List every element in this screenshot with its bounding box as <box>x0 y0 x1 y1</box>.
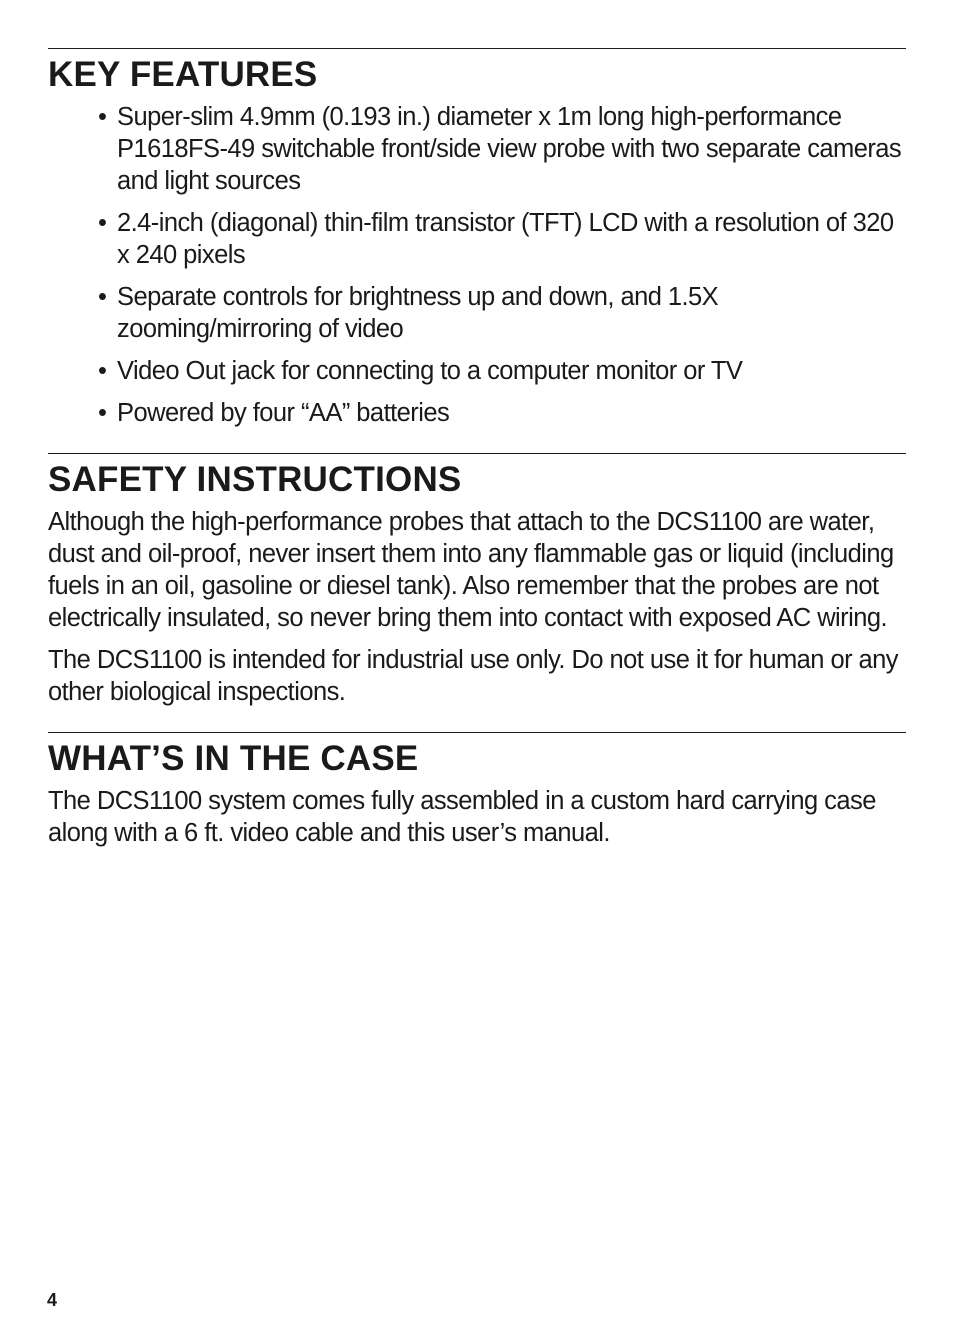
feature-text: Video Out jack for connecting to a computer monitor or TV <box>117 357 743 385</box>
bullet-icon: • <box>98 209 107 237</box>
safety-instructions-heading: SAFETY INSTRUCTIONS <box>48 460 462 499</box>
bullet-icon: • <box>98 399 107 427</box>
feature-text: Powered by four “AA” batteries <box>117 399 450 427</box>
list-item <box>98 397 906 429</box>
feature-text: Separate controls for brightness up and down, and 1.5X zooming/mirroring of video <box>117 283 719 343</box>
key-features-section <box>48 48 906 429</box>
key-features-list <box>48 101 906 429</box>
page-number: 4 <box>47 1290 58 1310</box>
key-features-heading: KEY FEATURES <box>48 55 318 94</box>
bullet-icon: • <box>98 103 107 131</box>
bullet-icon: • <box>98 283 107 311</box>
feature-text: 2.4-inch (diagonal) thin-film transistor (TFT) LCD with a resolution of 320 x 240 pixels <box>117 209 894 269</box>
safety-paragraph: Although the high-performance probes that attach to the DCS1100 are water, dust and oil-proof, never insert them into any flammable gas or liquid (including fuels in an oil, gasoline or diesel tank). Also remember that the probes are not electrically insulated, so never bring them into contact with exposed AC wiring. <box>48 508 894 632</box>
case-contents-paragraph: The DCS1100 system comes fully assembled in a custom hard carrying case along with a 6 ft. video cable and this user’s manual. <box>48 787 876 847</box>
bullet-icon: • <box>98 357 107 385</box>
feature-text: Super-slim 4.9mm (0.193 in.) diameter x 1m long high-performance P1618FS-49 switchable front/side view probe with two separate cameras and light sources <box>117 103 902 195</box>
manual-page <box>48 48 906 859</box>
whats-in-the-case-heading: WHAT’S IN THE CASE <box>48 739 419 778</box>
list-item <box>98 207 906 271</box>
list-item <box>98 101 906 197</box>
list-item <box>98 355 906 387</box>
whats-in-the-case-section <box>48 732 906 849</box>
safety-paragraph: The DCS1100 is intended for industrial use only. Do not use it for human or any other biological inspections. <box>48 646 899 706</box>
safety-instructions-section <box>48 453 906 708</box>
list-item <box>98 281 906 345</box>
